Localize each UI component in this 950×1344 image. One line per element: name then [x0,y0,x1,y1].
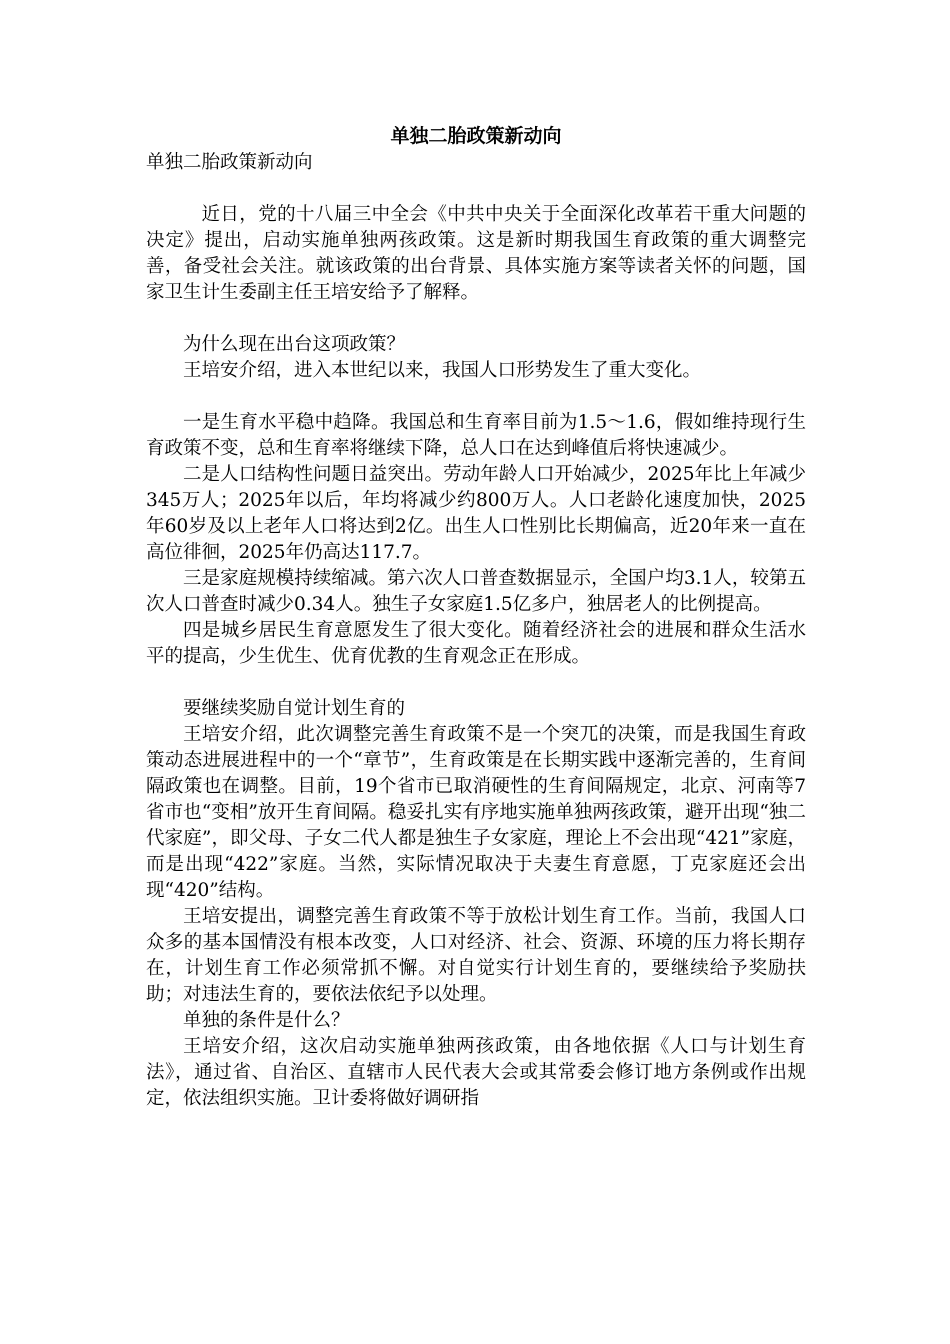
section-heading-reward: 要继续奖励自觉计划生育的 [183,698,406,719]
document-title: 单独二胎政策新动向 [390,125,562,147]
document-subtitle: 单独二胎政策新动向 [146,152,313,173]
paragraph: 王培安介绍，这次启动实施单独两孩政策，由各地依据《人口与计划生育法》，通过省、自治区、直辖市人民代表大会或其常委会修订地方条例或作出规定，依法组织实施。卫计委将做好调研指 [146,1036,806,1109]
paragraph: 王培安介绍，进入本世纪以来，我国人口形势发生了重大变化。 [183,360,702,381]
paragraph: 王培安介绍，此次调整完善生育政策不是一个突兀的决策，而是我国生育政策动态进展进程中的一个“章节”，生育政策是在长期实践中逐渐完善的，生育间隔政策也在调整。目前，19个省市已取消硬性的生育间隔规定，北京、河南等7省市也“变相”放开生育间隔。稳妥扎实有序地实施单独两孩政策，避开出现“独二代家庭”，即父母、子女二代人都是独生子女家庭，理论上不会出现“421”家庭，而是出现“422”家庭。当然，实际情况取决于夫妻生育意愿，丁克家庭还会出现“420”结构。 [146,724,806,901]
section-heading-why-now: 为什么现在出台这项政策？ [183,334,406,355]
section-heading-conditions: 单独的条件是什么？ [183,1010,350,1031]
intro-paragraph: 近日，党的十八届三中全会《中共中央关于全面深化改革若干重大问题的决定》提出，启动实施单独两孩政策。这是新时期我国生育政策的重大调整完善，备受社会关注。就该政策的出台背景、具体实施方案等读者关怀的问题，国家卫生计生委副主任王培安给予了解释。 [146,204,806,303]
paragraph: 四是城乡居民生育意愿发生了很大变化。随着经济社会的进展和群众生活水平的提高，少生优生、优育优教的生育观念正在形成。 [146,620,806,667]
paragraph: 二是人口结构性问题日益突出。劳动年龄人口开始减少，2025年比上年减少345万人；2025年以后，年均将减少约800万人。人口老龄化速度加快，2025年60岁及以上老年人口将达到2亿。出生人口性别比长期偏高，近20年来一直在高位徘徊，2025年仍高达117.7。 [146,464,806,563]
paragraph: 三是家庭规模持续缩减。第六次人口普查数据显示，全国户均3.1人，较第五次人口普查时减少0.34人。独生子女家庭1.5亿多户，独居老人的比例提高。 [146,568,806,615]
paragraph: 一是生育水平稳中趋降。我国总和生育率目前为1.5～1.6，假如维持现行生育政策不变，总和生育率将继续下降，总人口在达到峰值后将快速减少。 [146,412,806,459]
paragraph: 王培安提出，调整完善生育政策不等于放松计划生育工作。当前，我国人口众多的基本国情没有根本改变，人口对经济、社会、资源、环境的压力将长期存在，计划生育工作必须常抓不懈。对自觉实行计划生育的，要继续给予奖励扶助；对违法生育的，要依法依纪予以处理。 [146,906,806,1005]
document-body [146,202,806,1112]
